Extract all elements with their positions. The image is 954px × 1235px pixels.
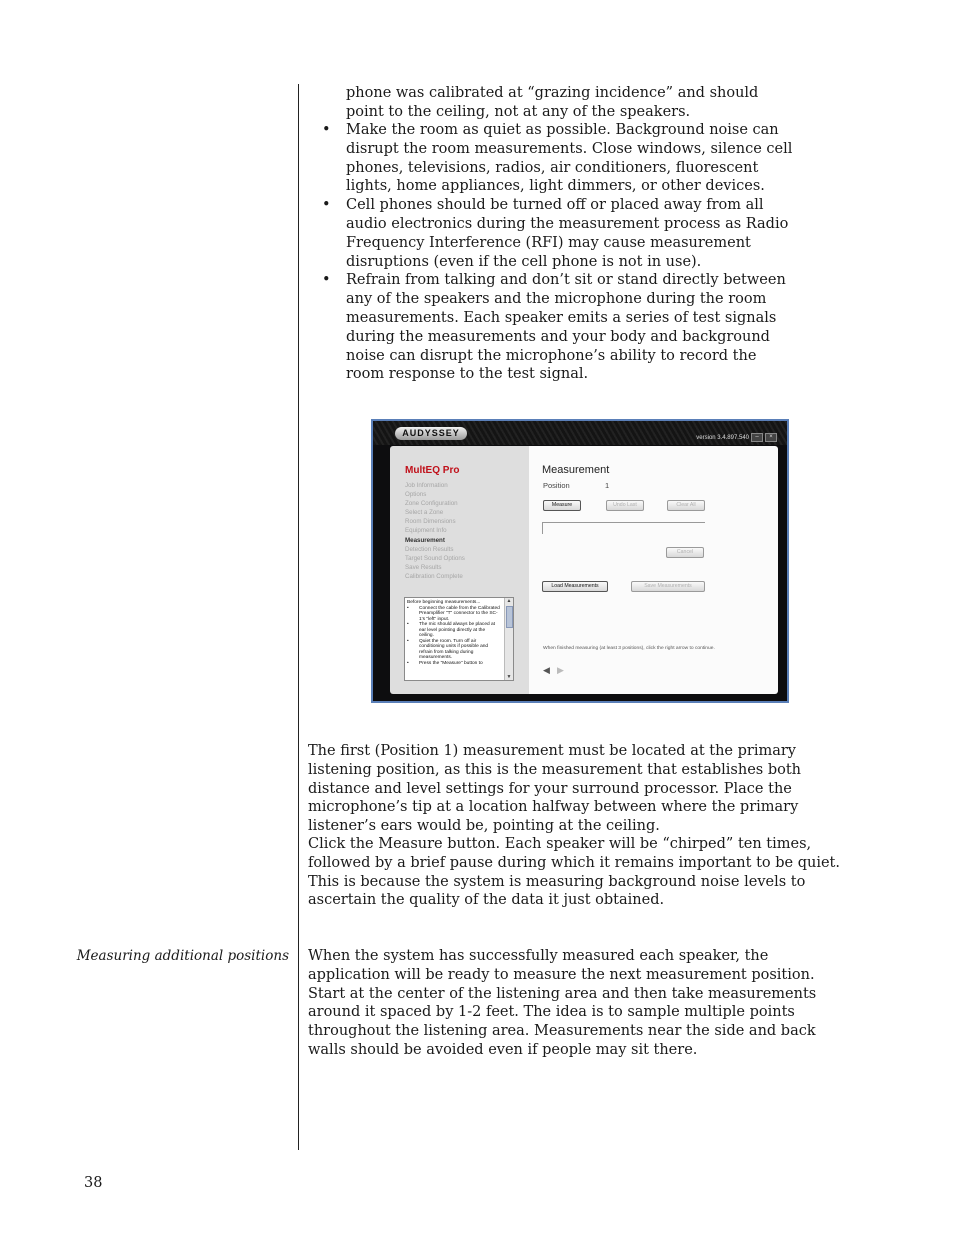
step-nav <box>405 481 465 581</box>
bullet-glyph: • <box>322 122 331 138</box>
tip-bullet: • <box>407 605 409 611</box>
progress-field <box>542 522 705 534</box>
tip-item <box>407 606 501 623</box>
bullet-glyph: • <box>322 272 331 289</box>
panel-title: Measurement <box>542 464 610 476</box>
tips-scrollbar[interactable] <box>504 598 513 680</box>
nav-item-target-sound-options[interactable]: Target Sound Options <box>405 554 465 562</box>
tip-bullet: • <box>407 622 409 627</box>
nav-item-room-dimensions[interactable]: Room Dimensions <box>405 518 456 526</box>
instruction-hint: When finished measuring (at least 3 positions), click the right arrow to continue. <box>543 646 715 651</box>
tip-bullet: • <box>407 660 409 666</box>
nav-item-job-information[interactable]: Job Information <box>405 482 448 489</box>
cancel-button[interactable]: Cancel <box>666 547 704 558</box>
minimize-icon[interactable]: – <box>751 433 763 442</box>
margin-rule <box>298 84 299 1150</box>
list-item <box>322 196 796 271</box>
list-item <box>322 121 796 196</box>
tip-item <box>407 661 501 667</box>
nav-item-equipment-info[interactable]: Equipment Info <box>405 527 447 535</box>
paragraph-position-one: The first (Position 1) measurement must be located at the primary listening position, as this is the measurement that establishes both distance and level settings for your surround processor. Place the microphone’s tip at a location halfway between where the primary listener’s ears would be, pointing at the ceiling. <box>308 743 802 835</box>
bullet-glyph: • <box>322 197 331 214</box>
tip-bullet: • <box>407 638 409 644</box>
tips-heading: Before beginning measurements... <box>407 600 481 605</box>
undo-last-button[interactable]: Undo Last <box>606 500 644 511</box>
app-title: MultEQ Pro <box>405 465 460 476</box>
tips-list <box>322 121 796 384</box>
sidebar <box>390 446 529 694</box>
position-value: 1 <box>605 481 610 490</box>
bullet-text: Refrain from talking and don’t sit or stand directly between any of the speakers and the microphone during the room measurements. Each speaker emits a series of test signals during the measurements and your body and background noise can disrupt the microphone’s ability to record the room response to the test signal. <box>346 272 786 383</box>
page-number: 38 <box>84 1175 103 1191</box>
measure-button[interactable]: Measure <box>543 500 581 511</box>
position-label: Position <box>543 481 570 490</box>
continuation-text: phone was calibrated at “grazing incidence” and should point to the ceiling, not at any of the speakers. <box>346 85 759 120</box>
nav-item-options[interactable]: Options <box>405 491 427 499</box>
arrow-left-icon[interactable]: ◀ <box>543 665 550 675</box>
scroll-thumb[interactable] <box>506 606 513 628</box>
tip-item <box>407 622 501 639</box>
nav-item-measurement[interactable]: Measurement <box>405 536 445 544</box>
paragraph-additional-positions: When the system has successfully measured each speaker, the application will be ready to measure the next measurement position. Start at the center of the listening area and then take measurements around it spaced by 1-2 feet. The idea is to sample multiple points throughout the listening area. Measurements near the side and back walls should be avoided even if people may sit there. <box>308 948 817 1058</box>
bullet-text: Cell phones should be turned off or placed away from all audio electronics during the measurement process as Radio Frequency Interference (RFI) may cause measurement disruptions (even if the cell phone is not in use). <box>346 197 789 270</box>
save-measurements-button[interactable]: Save Measurements <box>631 581 705 592</box>
tip-text: Press the "Measure" button to <box>419 660 483 666</box>
measurement-panel <box>529 446 778 694</box>
version-label: version 3.4.897.540 <box>696 435 749 441</box>
clear-all-button[interactable]: Clear All <box>667 500 705 511</box>
tip-text: Quiet the room. Turn off air conditioning units if possible and refrain from talking during measurements. <box>419 638 489 660</box>
arrow-right-icon[interactable]: ▶ <box>557 665 564 675</box>
scroll-up-icon[interactable]: ▲ <box>506 598 512 604</box>
tips-box <box>404 597 514 681</box>
load-measurements-button[interactable]: Load Measurements <box>542 581 608 592</box>
tip-item <box>407 639 501 661</box>
bullet-text: Make the room as quiet as possible. Background noise can disrupt the room measurements. Close windows, silence cell phones, televisions, radios, air conditioners, fluorescent lights, home appliances, light dimmers, or other devices. <box>346 122 793 195</box>
scroll-down-icon[interactable]: ▼ <box>506 674 512 680</box>
paragraph-measure-button: Click the Measure button. Each speaker will be “chirped” ten times, followed by a brief pause during which it remains important to be quiet. This is because the system is measuring background noise levels to ascertain the quality of the data it just obtained. <box>308 836 840 909</box>
close-icon[interactable]: × <box>765 433 777 442</box>
nav-item-calibration-complete[interactable]: Calibration Complete <box>405 572 463 580</box>
app-screenshot <box>371 419 789 703</box>
nav-item-zone-configuration[interactable]: Zone Configuration <box>405 500 458 508</box>
nav-item-detection-results[interactable]: Detection Results <box>405 545 454 553</box>
tip-text: Connect the cable from the Calibrated Preamplifier "T" connector to the SC-1's "left" input. <box>419 605 500 622</box>
app-header <box>373 421 787 445</box>
tip-text: The mic should always be placed at ear level pointing directly at the ceiling. <box>419 622 495 638</box>
side-heading: Measuring additional positions <box>76 948 289 964</box>
nav-item-select-zone[interactable]: Select a Zone <box>405 509 444 517</box>
audyssey-logo: AUDYSSEY <box>395 427 467 440</box>
nav-item-save-results[interactable]: Save Results <box>405 563 442 571</box>
list-item <box>322 271 796 384</box>
